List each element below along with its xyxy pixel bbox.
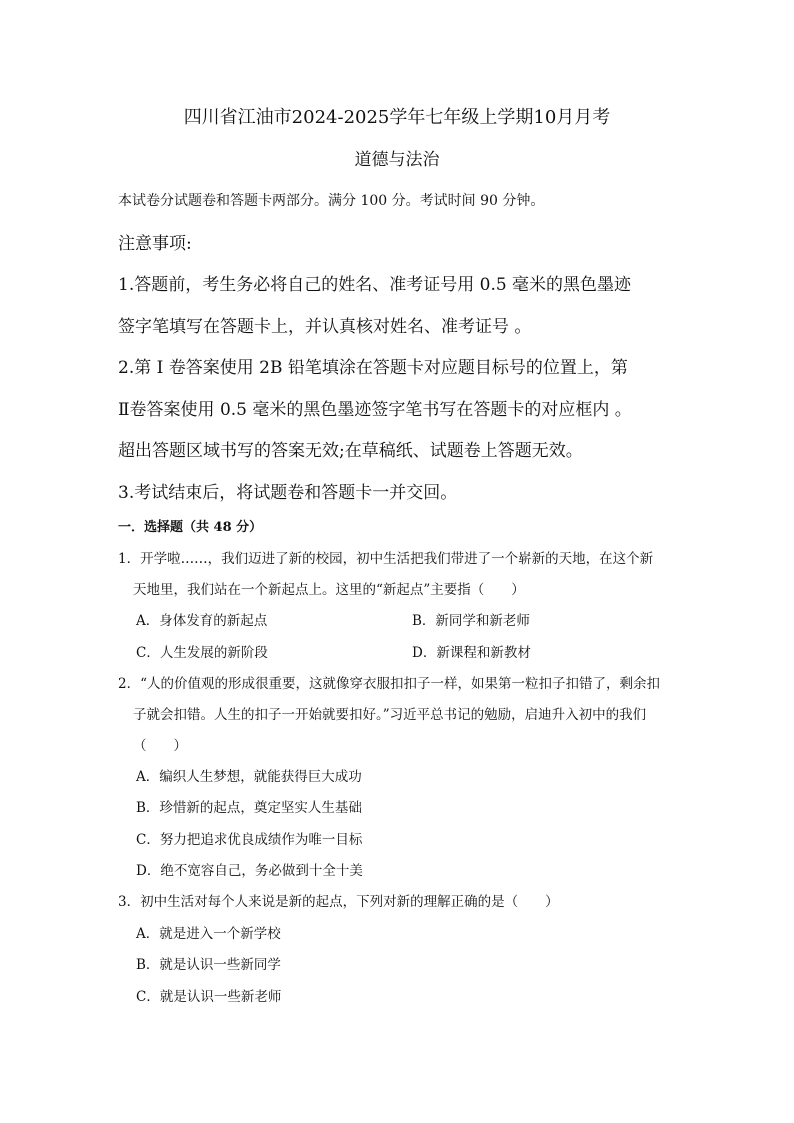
notice-line: 2.第 I 卷答案使用 2B 铅笔填涂在答题卡对应题目标号的位置上，第 — [118, 358, 628, 378]
option-c[interactable]: C．人生发展的新阶段 — [136, 645, 268, 661]
option-a[interactable]: A．编织人生梦想，就能获得巨大成功 — [136, 769, 362, 785]
notice-heading: 注意事项: — [118, 234, 192, 254]
section-heading: 一．选择题（共 48 分） — [118, 520, 263, 535]
option-c[interactable]: C．就是认识一些新老师 — [136, 989, 282, 1005]
notice-line: 3.考试结束后，将试题卷和答题卡一并交回。 — [118, 483, 458, 503]
question-stem: 2．“人的价值观的形成很重要，这就像穿衣服扣扣子一样，如果第一粒扣子扣错了，剩余扣 — [118, 676, 660, 692]
notice-line: 1.答题前，考生务必将自己的姓名、准考证号用 0.5 毫米的黑色墨迹 — [118, 275, 632, 295]
option-a[interactable]: A．就是进入一个新学校 — [136, 926, 281, 942]
notice-line: Ⅱ卷答案使用 0.5 毫米的黑色墨迹签字笔书写在答题卡的对应框内 。 — [118, 400, 632, 420]
question-stem: （ ） — [133, 738, 187, 754]
question-stem: 天地里，我们站在一个新起点上。这里的“新起点”主要指（ ） — [133, 582, 525, 598]
option-b[interactable]: B．珍惜新的起点，奠定坚实人生基础 — [136, 800, 362, 816]
option-b[interactable]: B．新同学和新老师 — [412, 613, 530, 629]
notice-line: 超出答题区域书写的答案无效;在草稿纸、试题卷上答题无效。 — [118, 441, 583, 461]
exam-intro: 本试卷分试题卷和答题卡两部分。满分 100 分。考试时间 90 分钟。 — [118, 193, 545, 209]
exam-title: 四川省江油市2024-2025学年七年级上学期10月月考 — [183, 107, 611, 128]
question-stem: 3．初中生活对每个人来说是新的起点，下列对新的理解正确的是（ ） — [118, 894, 559, 910]
question-stem: 1．开学啦……，我们迈进了新的校园，初中生活把我们带进了一个崭新的天地，在这个新 — [118, 551, 654, 567]
option-a[interactable]: A．身体发育的新起点 — [136, 613, 268, 629]
option-d[interactable]: D．绝不宽容自己，务必做到十全十美 — [136, 863, 363, 879]
question-stem: 子就会扣错。人生的扣子一开始就要扣好。”习近平总书记的勉励，启迪升入初中的我们 — [133, 707, 647, 723]
option-b[interactable]: B．就是认识一些新同学 — [136, 957, 281, 973]
option-d[interactable]: D．新课程和新教材 — [412, 645, 531, 661]
notice-line: 签字笔填写在答题卡上，并认真核对姓名、准考证号 。 — [118, 317, 532, 337]
exam-subject: 道德与法治 — [354, 150, 440, 170]
option-c[interactable]: C．努力把追求优良成绩作为唯一目标 — [136, 832, 363, 848]
